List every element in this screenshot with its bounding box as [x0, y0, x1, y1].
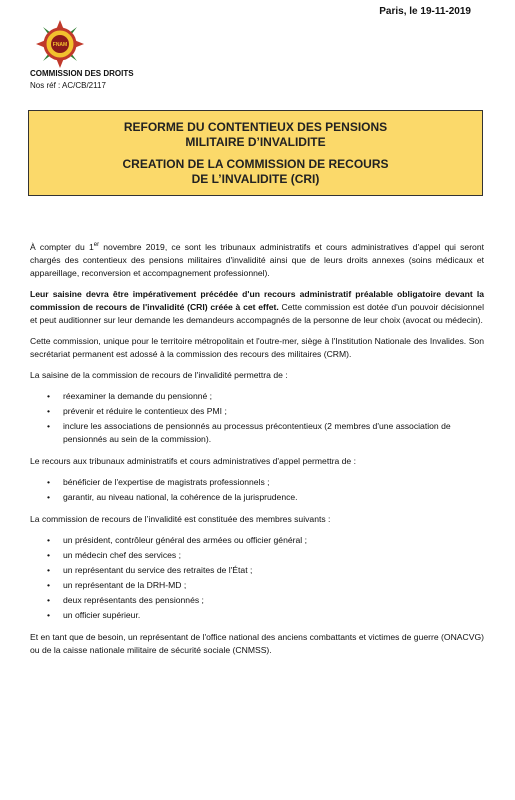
- title-banner: [28, 110, 483, 196]
- title-line: MILITAIRE D’INVALIDITE: [185, 135, 326, 149]
- bullet-icon: •: [47, 610, 51, 620]
- bullet-icon: •: [47, 595, 51, 605]
- paragraph-permettra: La saisine de la commission de recours de l'invalidité permettra de :: [30, 370, 288, 380]
- sender-block: [30, 68, 134, 92]
- document-date: Paris, le 19-11-2019: [379, 6, 471, 17]
- list-item: • un président, contrôleur général des armées ou officier général ;: [47, 535, 307, 545]
- paragraph-membres: La commission de recours de l’invalidité est constituée des membres suivants :: [30, 514, 331, 524]
- paragraph-intro: À compter du 1er novembre 2019, ce sont les tribunaux administratifs et cours administratives d'appel qui seront chargés des contentieux des pensions militaires d'invalidité ainsi que de leurs droits annexes (soins médicaux et appareillage, reconversion et accompagnement professionnel).: [30, 242, 484, 278]
- paragraph-saisine: Leur saisine devra être impérativement précédée d'un recours administratif préalable obligatoire devant la commission de recours de l'invalidité (CRI) créée à cet effet. Cette commission est dotée d'un pouvoir décisionnel et peut auditionner sur leur demande les demandeurs accompagnés de la personne de leur choix (avocat ou médecin).: [30, 289, 484, 325]
- list-item: • garantir, au niveau national, la cohérence de la jurisprudence.: [47, 492, 298, 502]
- document-body: [30, 241, 484, 665]
- list-commission-benefits: [30, 390, 484, 446]
- federation-logo: [28, 12, 92, 76]
- bullet-icon: •: [47, 421, 51, 431]
- subtitle-line: CREATION DE LA COMMISSION DE RECOURS: [122, 157, 389, 171]
- list-item: • prévenir et réduire le contentieux des PMI ;: [47, 406, 227, 416]
- list-item: • un représentant de la DRH-MD ;: [47, 580, 187, 590]
- logo-center-text: FNAM: [52, 42, 68, 48]
- paragraph-tribunaux: Le recours aux tribunaux administratifs et cours administratives d'appel permettra de :: [30, 456, 356, 466]
- list-members: [30, 534, 484, 622]
- bullet-icon: •: [47, 477, 51, 487]
- bullet-icon: •: [47, 550, 51, 560]
- bullet-icon: •: [47, 580, 51, 590]
- list-item: • réexaminer la demande du pensionné ;: [47, 391, 213, 401]
- list-item: • deux représentants des pensionnés ;: [47, 595, 204, 605]
- list-tribunal-benefits: [30, 476, 484, 504]
- list-item: • un officier supérieur.: [47, 610, 141, 620]
- list-item: • un représentant du service des retraites de l'État ;: [47, 565, 253, 575]
- paragraph-closing: Et en tant que de besoin, un représentant de l'office national des anciens combattants et victimes de guerre (ONACVG) ou de la caisse nationale militaire de sécurité sociale (CNMSS).: [30, 632, 484, 655]
- bullet-icon: •: [47, 565, 51, 575]
- subtitle-line: DE L’INVALIDITE (CRI): [191, 172, 320, 186]
- list-item: • un médecin chef des services ;: [47, 550, 181, 560]
- paragraph-commission: Cette commission, unique pour le territoire métropolitain et l'outre-mer, siège à l'Institution Nationale des Invalides. Son secrétariat permanent est adossé à la commission des recours des militaires (CRM).: [30, 336, 484, 359]
- reference-number: Nos réf : AC/CB/2117: [30, 81, 106, 90]
- list-item: • inclure les associations de pensionnés au processus précontentieux (2 membres d'une association de pensionnés au sein de la commission).: [47, 421, 451, 444]
- bullet-icon: •: [47, 492, 51, 502]
- bullet-icon: •: [47, 535, 51, 545]
- bullet-icon: •: [47, 406, 51, 416]
- bullet-icon: •: [47, 391, 51, 401]
- commission-name: COMMISSION DES DROITS: [30, 69, 134, 78]
- title-line: REFORME DU CONTENTIEUX DES PENSIONS: [123, 120, 388, 134]
- list-item: • bénéficier de l'expertise de magistrats professionnels ;: [47, 477, 270, 487]
